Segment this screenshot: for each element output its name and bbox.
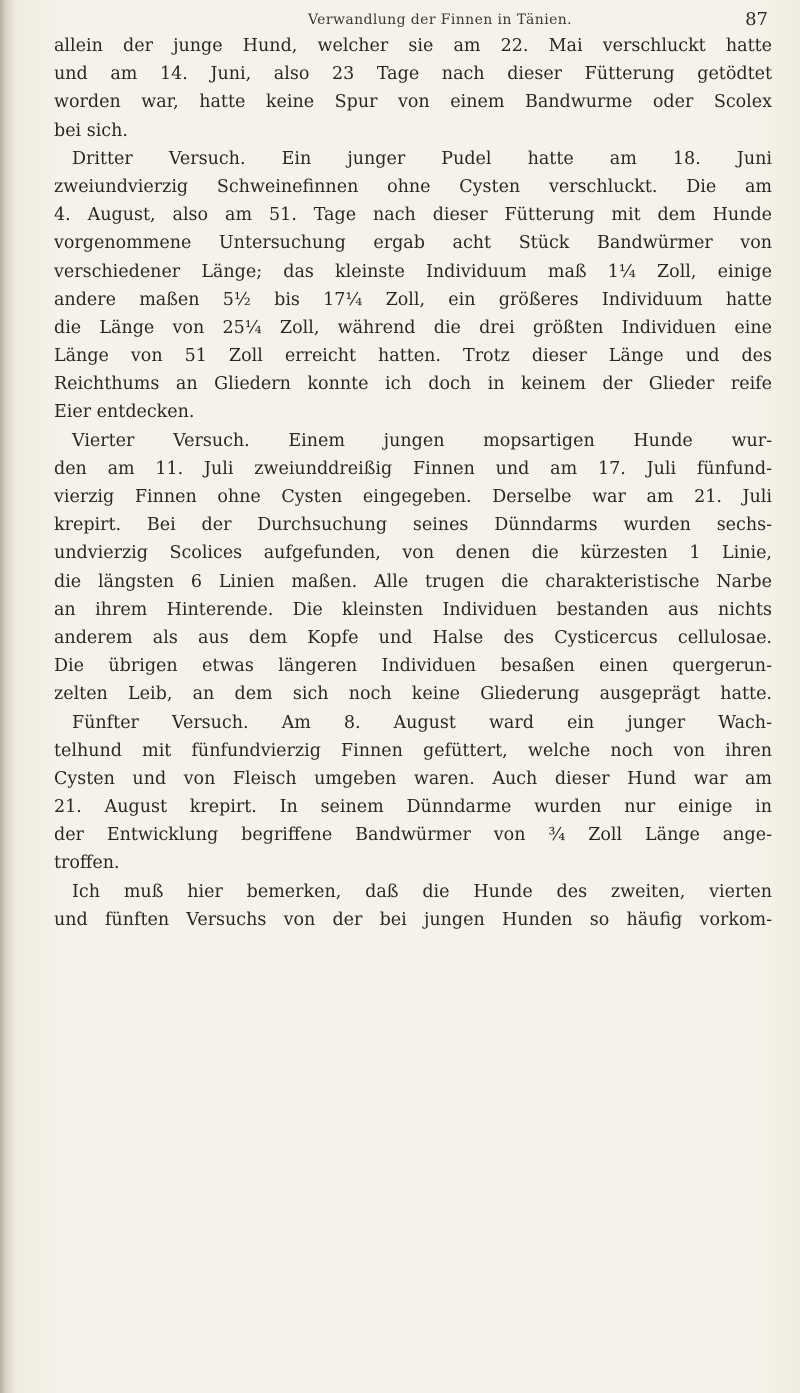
text-line: Cysten und von Fleisch umgeben waren. Auch dieser Hund war am [54, 768, 772, 789]
text-line: Eier entdecken. [54, 402, 195, 423]
text-line: anderem als aus dem Kopfe und Halse des Cysticercus cellulosae. [54, 627, 772, 648]
section-heading-fifth-experiment: Fünfter Versuch. Am 8. August ward ein junger Wach- [72, 712, 772, 733]
text-line: undvierzig Scolices aufgefunden, von denen die kürzesten 1 Linie, [54, 543, 772, 564]
text-line: und fünften Versuchs von der bei jungen Hunden so häufig vorkom- [54, 909, 772, 930]
text-line: bei sich. [54, 120, 128, 141]
text-line: allein der junge Hund, welcher sie am 22. Mai verschluckt hatte [54, 36, 772, 56]
text-line: 21. August krepirt. In seinem Dünndarme wurden nur einige in [54, 797, 772, 818]
body-text [54, 32, 772, 934]
text-line: vierzig Finnen ohne Cysten eingegeben. Derselbe war am 21. Juli [54, 487, 772, 507]
text-line: der Entwicklung begriffene Bandwürmer von ¾ Zoll Länge ange- [54, 825, 772, 846]
text-line: krepirt. Bei der Durchsuchung seines Dünndarms wurden sechs- [54, 515, 772, 536]
text-line: troffen. [54, 853, 120, 874]
text-line: die längsten 6 Linien maßen. Alle trugen die charakteristische Narbe [54, 571, 772, 592]
section-heading-fourth-experiment: Vierter Versuch. Einem jungen mopsartigen Hunde wur- [72, 430, 772, 451]
page-number: 87 [745, 9, 768, 30]
text-line: 4. August, also am 51. Tage nach dieser Fütterung mit dem Hunde [54, 205, 772, 226]
text-line: an ihrem Hinterende. Die kleinsten Individuen bestanden aus nichts [54, 599, 772, 620]
text-line: worden war, hatte keine Spur von einem Bandwurme oder Scolex [54, 92, 772, 113]
text-line: und am 14. Juni, also 23 Tage nach dieser Fütterung getödtet [54, 64, 772, 85]
running-header [0, 8, 800, 32]
text-line: vorgenommene Untersuchung ergab acht Stück Bandwürmer von [54, 233, 772, 254]
running-title: Verwandlung der Finnen in Tänien. [307, 12, 573, 28]
text-line: verschiedener Länge; das kleinste Individuum maß 1¼ Zoll, einige [54, 261, 772, 282]
text-line: andere maßen 5½ bis 17¼ Zoll, ein größeres Individuum hatte [54, 289, 772, 310]
text-line: Reichthums an Gliedern konnte ich doch in keinem der Glieder reife [54, 374, 772, 395]
text-line: Länge von 51 Zoll erreicht hatten. Trotz dieser Länge und des [54, 346, 772, 367]
binding-edge [0, 0, 14, 1393]
text-line: die Länge von 25¼ Zoll, während die drei größten Individuen eine [54, 317, 772, 338]
text-line: zelten Leib, an dem sich noch keine Gliederung ausgeprägt hatte. [54, 684, 772, 705]
text-line: Die übrigen etwas längeren Individuen besaßen einen quergerun- [54, 656, 772, 677]
text-line: telhund mit fünfundvierzig Finnen gefüttert, welche noch von ihren [54, 740, 772, 761]
text-line: zweiundvierzig Schweinefinnen ohne Cysten verschluckt. Die am [54, 176, 772, 197]
text-line: den am 11. Juli zweiunddreißig Finnen und am 17. Juli fünfund- [54, 458, 772, 479]
section-heading-third-experiment: Dritter Versuch. Ein junger Pudel hatte am 18. Juni [72, 148, 772, 169]
text-line: Ich muß hier bemerken, daß die Hunde des zweiten, vierten [72, 881, 772, 902]
